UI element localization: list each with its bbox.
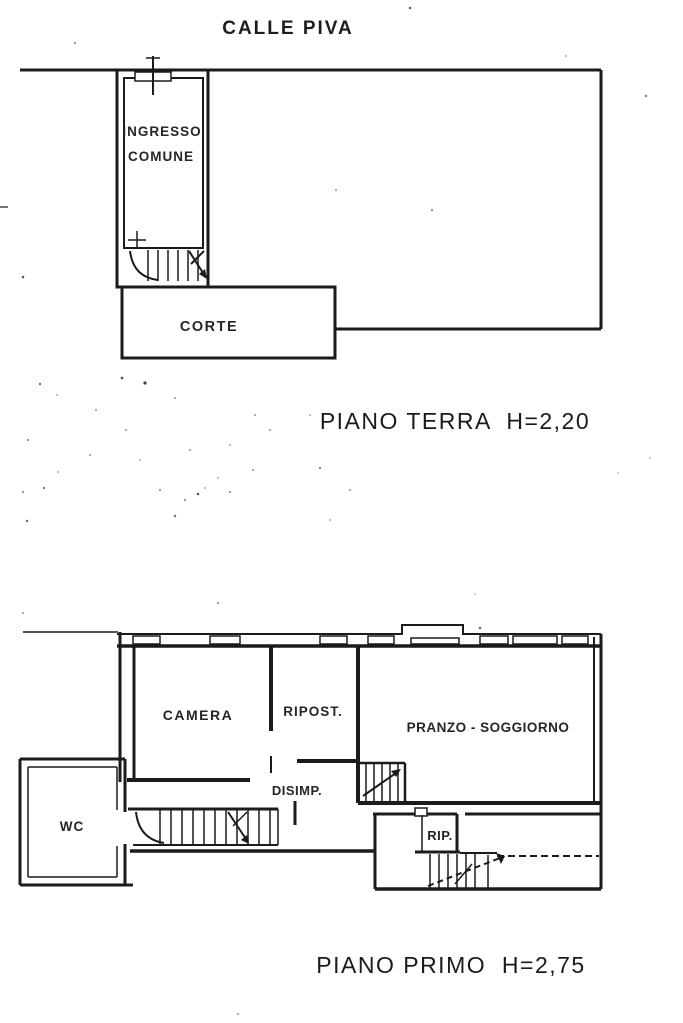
ground-floor-plan [0,18,601,434]
rip-label: RIP. [427,828,453,843]
pranzo-label: PRANZO - SOGGIORNO [406,720,570,735]
street-label: CALLE PIVA [222,18,354,39]
ingresso-label-line1: INGRESSO [122,124,202,139]
camera-room [127,707,250,780]
corte-label: CORTE [179,319,239,335]
pranzo-staircase [358,763,405,803]
ingresso-label-line2: COMUNE [128,149,194,164]
pranzo-soggiorno-room [358,646,601,803]
rear-terrace-zone [460,814,600,856]
first-floor-outer-walls [23,625,601,889]
rip-door-opening [415,808,427,816]
ripost-label: RIPOST. [283,704,343,719]
ripostiglio-room [271,646,358,773]
ingresso-staircase [128,231,207,281]
wc-room [20,759,133,885]
camera-label: CAMERA [162,707,234,723]
first-floor-caption: PIANO PRIMO H=2,75 [316,952,586,978]
rear-staircase [428,853,505,889]
main-staircase [128,809,278,845]
ground-floor-caption: PIANO TERRA H=2,20 [319,408,591,434]
disimp-label: DISIMP. [271,783,323,798]
plot-boundary [0,70,601,329]
wc-label: WC [59,819,85,834]
stair-direction-arrow [228,812,249,844]
disimpegno-hallway [272,783,322,825]
window-symbols [133,636,588,644]
first-floor-plan [20,625,601,978]
corte-courtyard [122,287,335,358]
rip-room [373,808,460,852]
